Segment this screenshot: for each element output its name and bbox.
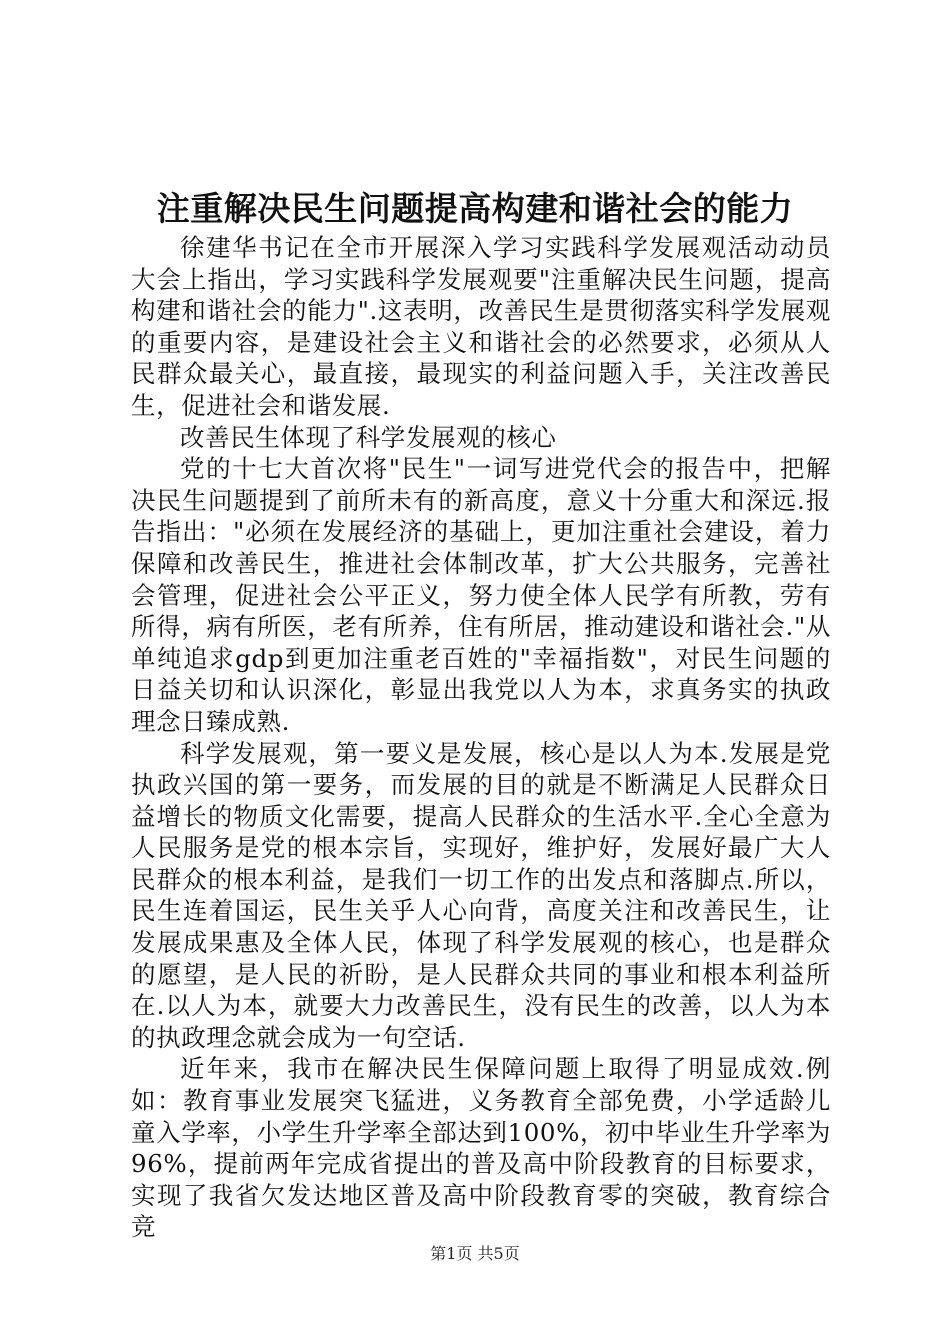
paragraph-congress-report: 党的十七大首次将"民生"一词写进党代会的报告中，把解决民生问题提到了前所未有的新高度，意义十分重大和深远.报告指出："必须在发展经济的基础上，更加注重社会建设，着力保障和改善民生，推进社会体制改革，扩大公共服务，完善社会管理，促进社会公平正义，努力使全体人民学有所教，劳有所得，病有所医，老有所养，住有所居，推动建设和谐社会."从单纯追求gdp到更加注重老百姓的"幸福指数"，对民生问题的日益关切和认识深化，彰显出我党以人为本，求真务实的执政理念日臻成熟. (131, 454, 831, 736)
paragraph-recent-results: 近年来，我市在解决民生保障问题上取得了明显成效.例如：教育事业发展突飞猛进，义务教育全部免费，小学适龄儿童入学率，小学生升学率全部达到100%，初中毕业生升学率为96%，提前两年完成省提出的普及高中阶段教育的目标要求，实现了我省欠发达地区普及高中阶段教育零的突破，教育综合竞 (131, 1054, 831, 1242)
document-body (131, 232, 831, 1243)
paragraph-intro: 徐建华书记在全市开展深入学习实践科学发展观活动动员大会上指出，学习实践科学发展观要"注重解决民生问题，提高构建和谐社会的能力".这表明，改善民生是贯彻落实科学发展观的重要内容，是建设社会主义和谐社会的必然要求，必须从人民群众最关心，最直接，最现实的利益问题入手，关注改善民生，促进社会和谐发展. (131, 233, 831, 420)
paragraph-scientific-outlook: 科学发展观，第一要义是发展，核心是以人为本.发展是党执政兴国的第一要务，而发展的目的就是不断满足人民群众日益增长的物质文化需要，提高人民群众的生活水平.全心全意为人民服务是党的根本宗旨，实现好，维护好，发展好最广大人民群众的根本利益，是我们一切工作的出发点和落脚点.所以，民生连着国运，民生关乎人心向背，高度关注和改善民生，让发展成果惠及全体人民，体现了科学发展观的核心，也是群众的愿望，是人民的祈盼，是人民群众共同的事业和根本利益所在.以人为本，就要大力改善民生，没有民生的改善，以人为本的执政理念就会成为一句空话. (131, 738, 831, 1052)
section-heading: 改善民生体现了科学发展观的核心 (180, 422, 557, 452)
document-title: 注重解决民生问题提高构建和谐社会的能力 (156, 189, 794, 228)
page-number-footer: 第1页 共5页 (430, 1244, 520, 1263)
